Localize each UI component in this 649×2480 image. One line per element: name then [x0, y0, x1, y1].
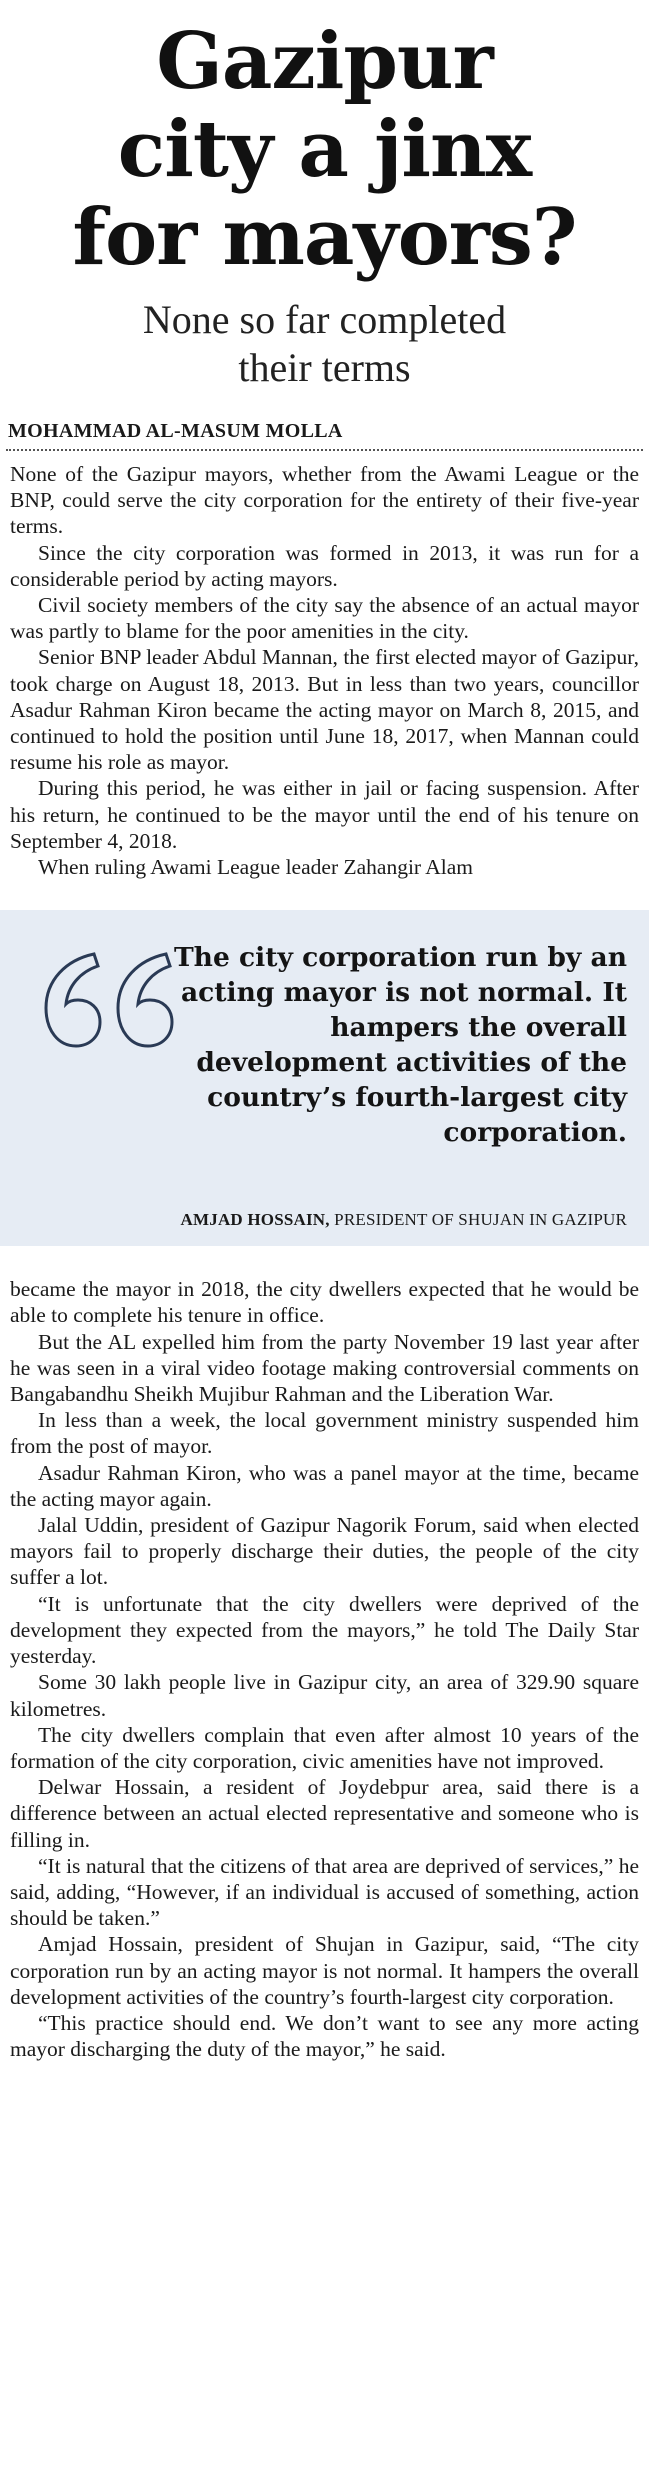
paragraph: In less than a week, the local government ministry suspended him from the post of mayor.: [10, 1408, 639, 1459]
paragraph: Senior BNP leader Abdul Mannan, the first elected mayor of Gazipur, took charge on August 18, 2013. But in less than two years, councillor Asadur Rahman Kiron became the acting mayor on March 8, 2015, and continued to hold the position until June 18, 2017, when Mannan could resume his role as mayor.: [10, 645, 639, 775]
paragraph: Some 30 lakh people live in Gazipur city, an area of 329.90 square kilometres.: [10, 1670, 639, 1721]
paragraph: “This practice should end. We don’t want to see any more acting mayor discharging the duty of the mayor,” he said.: [10, 2010, 639, 2062]
article-body-part-2: [0, 1276, 649, 2062]
paragraph: Jalal Uddin, president of Gazipur Nagorik Forum, said when elected mayors fail to properly discharge their duties, the people of the city suffer a lot.: [10, 1513, 639, 1590]
pull-quote-credit-role: PRESIDENT OF SHUJAN IN GAZIPUR: [329, 1210, 627, 1230]
headline: [0, 0, 649, 282]
paragraph: “It is unfortunate that the city dwellers were deprived of the development they expected from the mayors,” he told The Daily Star yesterday.: [10, 1591, 639, 1669]
pull-quote-credit-name: AMJAD HOSSAIN,: [180, 1210, 330, 1230]
paragraph: None of the Gazipur mayors, whether from the Awami League or the BNP, could serve the city corporation for the entirety of their five-year terms.: [10, 462, 639, 539]
headline-line: for mayors?: [72, 192, 577, 283]
subheadline-line: their terms: [238, 345, 411, 390]
article-body-part-1: [0, 461, 649, 880]
paragraph: Delwar Hossain, a resident of Joydebpur area, said there is a difference between an actual elected representative and someone who is filling in.: [10, 1775, 639, 1852]
headline-line: city a jinx: [117, 104, 532, 195]
pull-quote-credit: [181, 1210, 627, 1230]
paragraph: became the mayor in 2018, the city dwellers expected that he would be able to complete his tenure in office.: [10, 1277, 639, 1328]
pull-quote-text: The city corporation run by an acting mayor is not normal. It hampers the overall development activities of the country’s fourth-largest city corporation.: [173, 942, 627, 1149]
subheadline: [0, 296, 649, 392]
headline-line: Gazipur: [156, 16, 493, 107]
open-double-quote-icon: [36, 946, 176, 1056]
paragraph: “It is natural that the citizens of that area are deprived of services,” he said, adding, “However, if an individual is accused of something, action should be taken.”: [10, 1853, 639, 1931]
paragraph: Amjad Hossain, president of Shujan in Gazipur, said, “The city corporation run by an acting mayor is not normal. It hampers the overall development activities of the country’s fourth-largest city corporation.: [10, 1932, 639, 2009]
paragraph: Since the city corporation was formed in 2013, it was run for a considerable period by acting mayors.: [10, 540, 639, 591]
subheadline-line: None so far completed: [142, 297, 507, 342]
paragraph: During this period, he was either in jail or facing suspension. After his return, he continued to be the mayor until the end of his tenure on September 4, 2018.: [10, 776, 639, 853]
paragraph: But the AL expelled him from the party November 19 last year after he was seen in a viral video footage making controversial comments on Bangabandhu Sheikh Mujibur Rahman and the Liberation War.: [10, 1329, 639, 1407]
paragraph: When ruling Awami League leader Zahangir Alam: [38, 855, 474, 880]
byline: MOHAMMAD AL-MASUM MOLLA: [8, 420, 343, 442]
paragraph: Civil society members of the city say the absence of an actual mayor was partly to blame for the poor amenities in the city.: [10, 593, 639, 644]
paragraph: Asadur Rahman Kiron, who was a panel mayor at the time, became the acting mayor again.: [10, 1460, 639, 1511]
dotted-divider: [6, 449, 643, 451]
pull-quote-box: [0, 910, 649, 1246]
paragraph: The city dwellers complain that even after almost 10 years of the formation of the city corporation, civic amenities have not improved.: [10, 1722, 639, 1773]
